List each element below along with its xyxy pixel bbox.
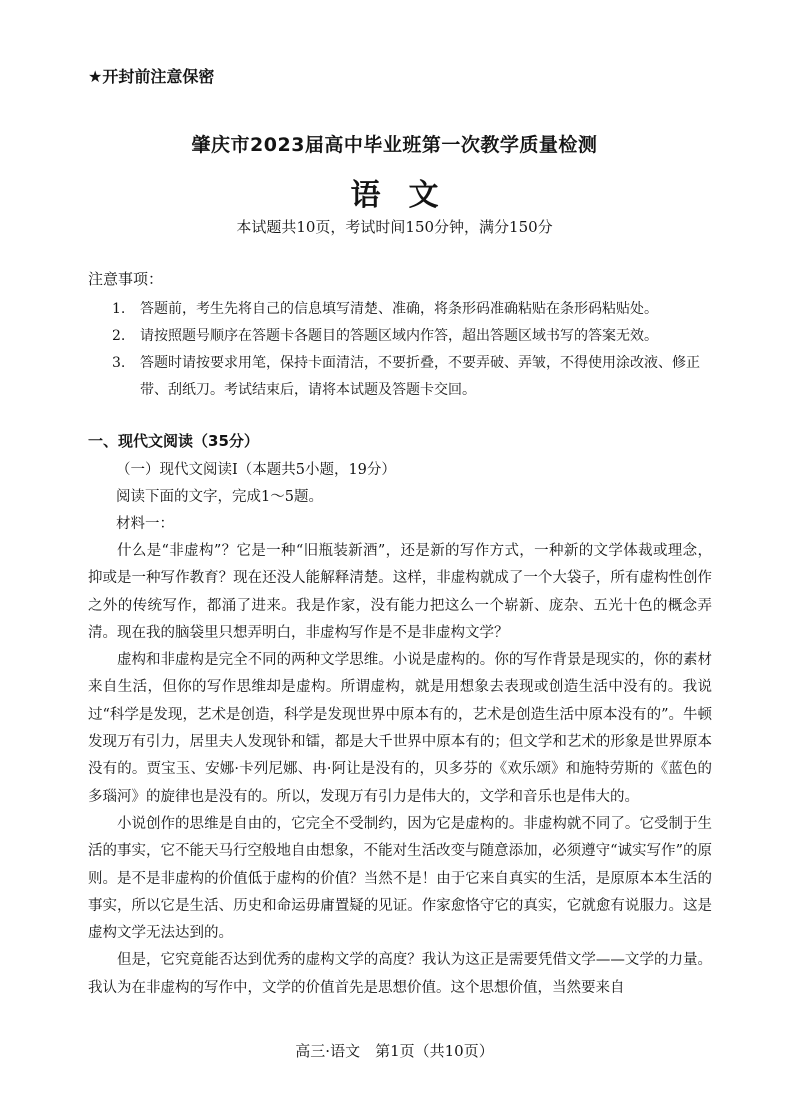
notice-title: 注意事项： [88,270,164,288]
notice-text: 答题前，考生先将自己的信息填写清楚、准确，将条形码准确粘贴在条形码粘贴处。 [140,301,658,317]
confidential-mark: ★开封前注意保密 [88,67,215,86]
passage-paragraph: 什么是“非虚构”？它是一种“旧瓶装新酒”，还是新的写作方式，一种新的文学体裁或理念，抑或是一种写作教育？现在还没人能解释清楚。这样，非虚构就成了一个大袋子，所有虚构性创作之外的传统写作，都涌了进来。我是作家，没有能力把这么一个崭新、庞杂、五光十色的概念弄清。现在我的脑袋里只想弄明白，非虚构写作是不是非虚构文学？ [88,543,712,641]
material-label: 材料一： [116,516,174,532]
notice-number: 3. [112,355,126,371]
passage-paragraph: 虚构和非虚构是完全不同的两种文学思维。小说是虚构的。你的写作背景是现实的，你的素材来自生活，但你的写作思维却是虚构。所谓虚构，就是用想象去表现或创造生活中没有的。我说过“科学是发现，艺术是创造，科学是发现世界中原本有的，艺术是创造生活中原本没有的”。牛顿发现万有引力，居里夫人发现钋和镭，都是大千世界中原本有的；但文学和艺术的形象是世界原本没有的。贾宝玉、安娜·卡列尼娜、冉·阿让是没有的，贝多芬的《欢乐颂》和施特劳斯的《蓝色的多瑙河》的旋律也是没有的。所以，发现万有引力是伟大的，文学和音乐也是伟大的。 [88,652,712,805]
section-title: 一、现代文阅读（35分） [88,432,259,450]
subsection-title: （一）现代文阅读Ⅰ（本题共5小题，19分） [116,462,396,478]
notice-number: 2. [112,328,126,344]
page-footer: 高三·语文 第1页（共10页） [295,1042,494,1060]
reading-instruction: 阅读下面的文字，完成1～5题。 [116,489,323,505]
notice-list [112,296,712,404]
passage-paragraph: 小说创作的思维是自由的，它完全不受制约，因为它是虚构的。非虚构就不同了。它受制于生活的事实，它不能天马行空般地自由想象，不能对生活改变与随意添加，必须遵守“诚实写作”的原则。是不是非虚构的价值低于虚构的价值？当然不是！由于它来自真实的生活，是原原本本生活的事实，所以它是生活、历史和命运毋庸置疑的见证。作家愈恪守它的真实，它就愈有说服力。这是虚构文学无法达到的。 [88,815,712,942]
notice-text: 答题时请按要求用笔，保持卡面清洁，不要折叠，不要弄破、弄皱，不得使用涂改液、修正带、刮纸刀。考试结束后，请将本试题及答题卡交回。 [140,355,700,398]
notice-number: 1. [112,301,126,317]
notice-text: 请按照题号顺序在答题卡各题目的答题区域内作答，超出答题区域书写的答案无效。 [140,328,658,344]
notice-item [112,296,712,323]
subject-title: 语文 [350,178,467,213]
notice-item [112,323,712,350]
notice-item [112,350,712,404]
exam-info: 本试题共10页，考试时间150分钟，满分150分 [236,218,553,236]
exam-title: 肇庆市2023届高中毕业班第一次教学质量检测 [191,134,598,156]
reading-passage [88,538,712,1002]
passage-paragraph: 但是，它究竟能否达到优秀的虚构文学的高度？我认为这正是需要凭借文学——文学的力量。我认为在非虚构的写作中，文学的价值首先是思想价值。这个思想价值，当然要来自 [88,952,712,996]
